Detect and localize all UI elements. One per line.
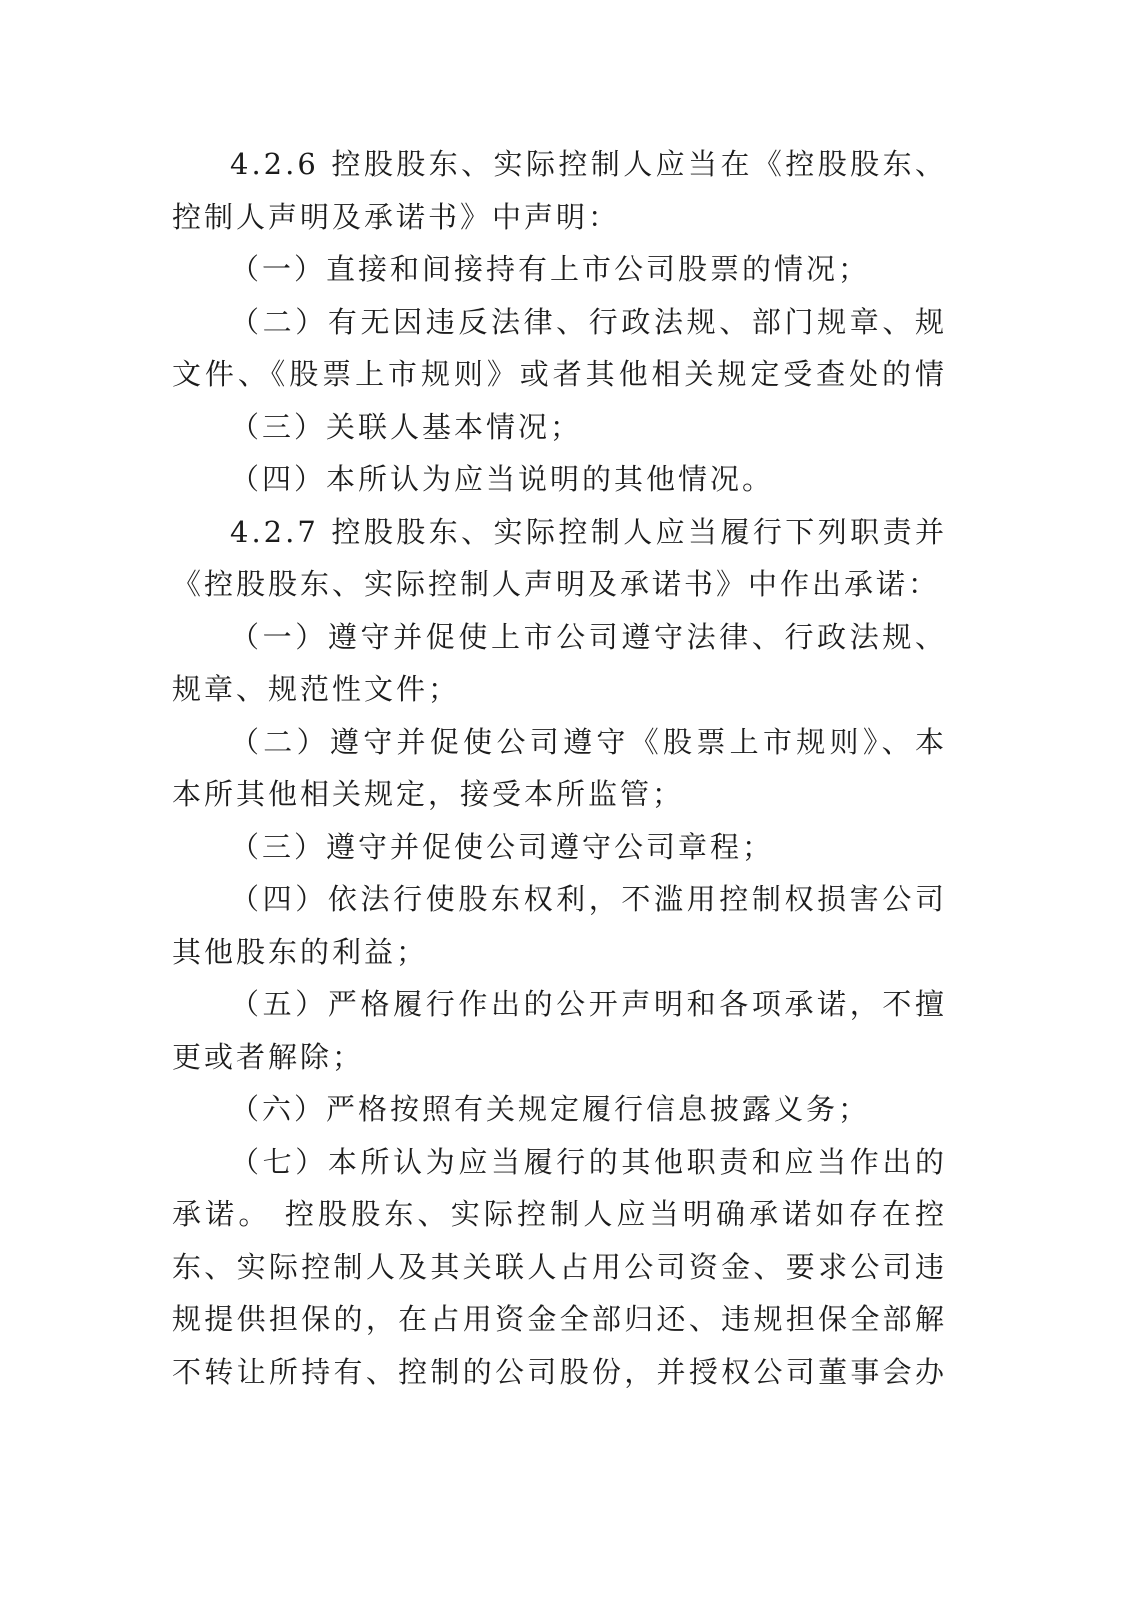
text-line: 其他股东的利益； [172, 934, 429, 969]
text-line: 东、实际控制人及其关联人占用公司资金、要求公司违 [172, 1249, 947, 1284]
text-line: （四）依法行使股东权利，不滥用控制权损害公司 [230, 882, 947, 916]
text-line: 《控股股东、实际控制人声明及承诺书》中作出承诺： [172, 567, 941, 601]
text-line: （三）遵守并促使公司遵守公司章程； [230, 829, 775, 864]
text-line: （七）本所认为应当履行的其他职责和应当作出的 [230, 1144, 947, 1179]
text-line: （一）直接和间接持有上市公司股票的情况； [230, 252, 871, 286]
text-line: （六）严格按照有关规定履行信息披露义务； [230, 1092, 871, 1126]
text-line: （一）遵守并促使上市公司遵守法律、行政法规、 [230, 619, 947, 654]
text-line: 本所其他相关规定，接受本所监管； [172, 777, 685, 811]
text-line: （二）遵守并促使公司遵守《股票上市规则》、本 [230, 724, 947, 759]
text-line: （三）关联人基本情况； [230, 409, 583, 444]
text-line: 文件、《股票上市规则》或者其他相关规定受查处的情 [172, 357, 947, 391]
text-line: 控制人声明及承诺书》中声明： [172, 199, 621, 234]
text-line: 规提供担保的，在占用资金全部归还、违规担保全部解 [172, 1302, 947, 1336]
document-body [172, 138, 947, 1398]
text-line: （五）严格履行作出的公开声明和各项承诺，不擅 [230, 987, 947, 1021]
text-line: 不转让所持有、控制的公司股份，并授权公司董事会办 [172, 1354, 947, 1389]
text-line: （四）本所认为应当说明的其他情况。 [230, 462, 775, 496]
text-line: 规章、规范性文件； [172, 672, 461, 706]
text-line: 承诺。 控股股东、实际控制人应当明确承诺如存在控 [172, 1197, 947, 1231]
text-line: 更或者解除； [172, 1039, 365, 1074]
text-line: 4.2.7 控股股东、实际控制人应当履行下列职责并 [230, 514, 947, 549]
text-line: 4.2.6 控股股东、实际控制人应当在《控股股东、 [230, 147, 947, 181]
text-line: （二）有无因违反法律、行政法规、部门规章、规 [230, 304, 947, 339]
